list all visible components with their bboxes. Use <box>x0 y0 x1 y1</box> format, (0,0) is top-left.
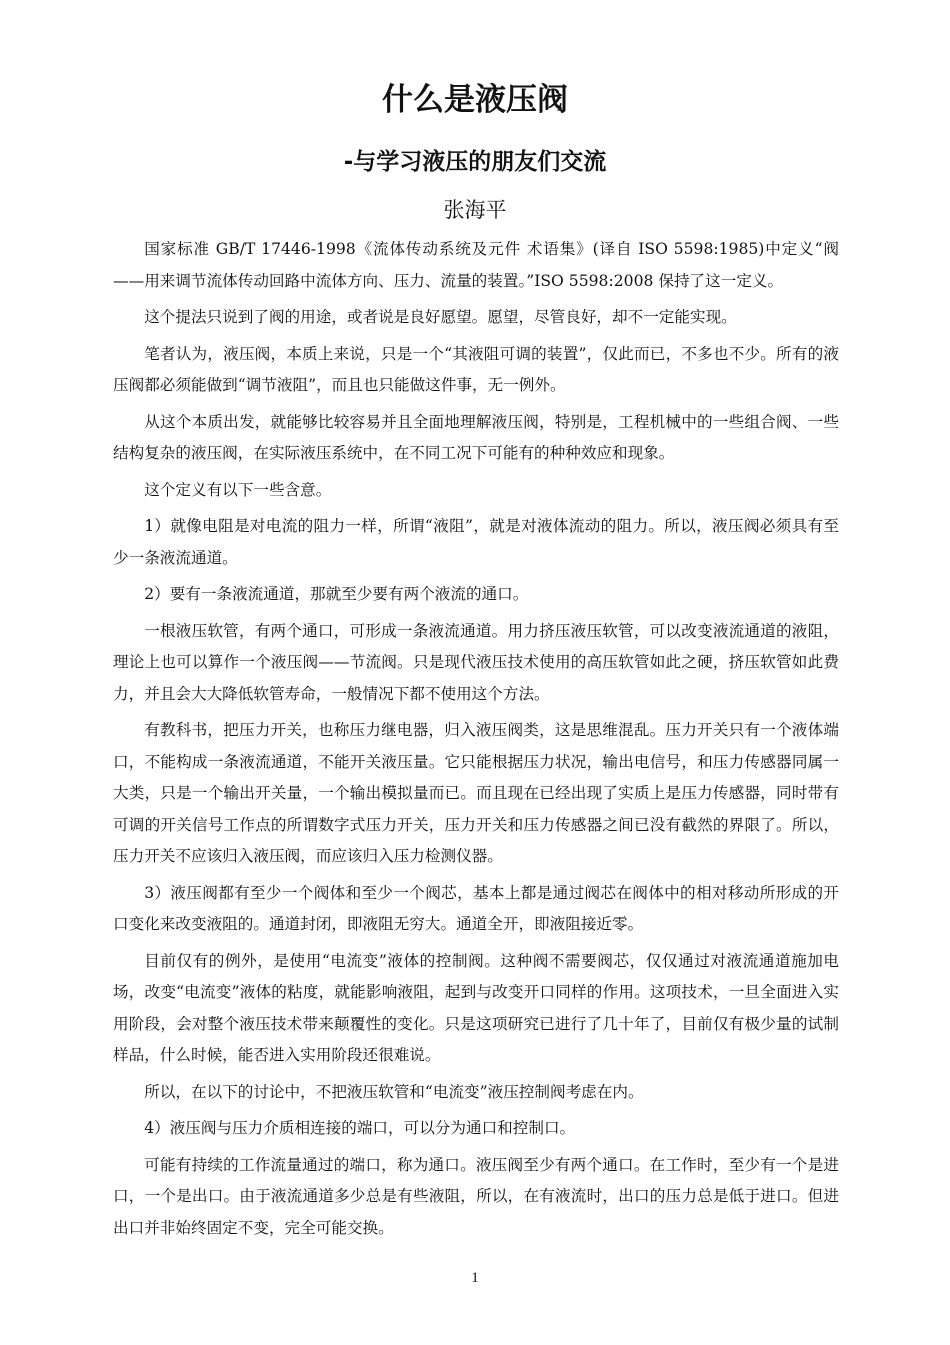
paragraph: 所以，在以下的讨论中，不把液压软管和“电流变”液压控制阀考虑在内。 <box>144 1082 644 1101</box>
paragraph: 4）液压阀与压力介质相连接的端口，可以分为通口和控制口。 <box>144 1119 576 1137</box>
page-number: 1 <box>471 1270 479 1286</box>
document-title: 什么是液压阀 <box>382 82 568 118</box>
paragraph: 1）就像电阻是对电流的阻力一样，所谓“液阻”，就是对液体流动的阻力。所以，液压阀必须具有至少一条液流通道。 <box>113 517 839 567</box>
paragraph: 2）要有一条液流通道，那就至少要有两个液流的通口。 <box>144 585 529 603</box>
paragraph: 这个提法只说到了阀的用途，或者说是良好愿望。愿望，尽管良好，却不一定能实现。 <box>144 308 737 326</box>
paragraph: 一根液压软管，有两个通口，可形成一条液流通道。用力挤压液压软管，可以改变液流通道的液阻，理论上也可以算作一个液压阀——节流阀。只是现代液压技术使用的高压软管如此之硬，挤压软管如此费力，并且会大大降低软管寿命，一般情况下都不使用这个方法。 <box>113 621 839 703</box>
paragraph: 有教科书，把压力开关，也称压力继电器，归入液压阀类，这是思维混乱。压力开关只有一个液体端口，不能构成一条液流通道，不能开关液压量。它只能根据压力状况，输出电信号，和压力传感器同属一大类，只是一个输出开关量，一个输出模拟量而已。而且现在已经出现了实质上是压力传感器，同时带有可调的开关信号工作点的所谓数字式压力开关，压力开关和压力传感器之间已没有截然的界限了。所以，压力开关不应该归入液压阀，而应该归入压力检测仪器。 <box>113 721 839 865</box>
document-body <box>113 234 839 1249</box>
paragraph: 笔者认为，液压阀，本质上来说，只是一个“其液阻可调的装置”，仅此而已，不多也不少。所有的液压阀都必须能做到“调节液阻”，而且也只能做这件事，无一例外。 <box>113 344 839 394</box>
document-subtitle: -与学习液压的朋友们交流 <box>343 149 607 175</box>
paragraph: 可能有持续的工作流量通过的端口，称为通口。液压阀至少有两个通口。在工作时，至少有一个是进口，一个是出口。由于液流通道多少总是有些液阻，所以，在有液流时，出口的压力总是低于进口。但进出口并非始终固定不变，完全可能交换。 <box>113 1155 839 1237</box>
paragraph: 从这个本质出发，就能够比较容易并且全面地理解液压阀，特别是，工程机械中的一些组合阀、一些结构复杂的液压阀，在实际液压系统中，在不同工况下可能有的种种效应和现象。 <box>113 412 839 462</box>
paragraph: 这个定义有以下一些含意。 <box>144 480 332 499</box>
paragraph: 目前仅有的例外，是使用“电流变”液体的控制阀。这种阀不需要阀芯，仅仅通过对液流通道施加电场，改变“电流变”液体的粘度，就能影响液阻，起到与改变开口同样的作用。这项技术，一旦全面进入实用阶段，会对整个液压技术带来颠覆性的变化。只是这项研究已进行了几十年了，目前仅有极少量的试制样品，什么时候，能否进入实用阶段还很难说。 <box>113 951 839 1064</box>
paragraph: 3）液压阀都有至少一个阀体和至少一个阀芯，基本上都是通过阀芯在阀体中的相对移动所形成的开口变化来改变液阻的。通道封闭，即液阻无穷大。通道全开，即液阻接近零。 <box>113 883 839 933</box>
author-name: 张海平 <box>443 198 507 222</box>
paragraph: 国家标准 GB/T 17446-1998《流体传动系统及元件 术语集》(译自 ISO 5598:1985)中定义“阀——用来调节流体传动回路中流体方向、压力、流量的装置。”ISO 5598:2008 保持了这一定义。 <box>113 240 839 290</box>
